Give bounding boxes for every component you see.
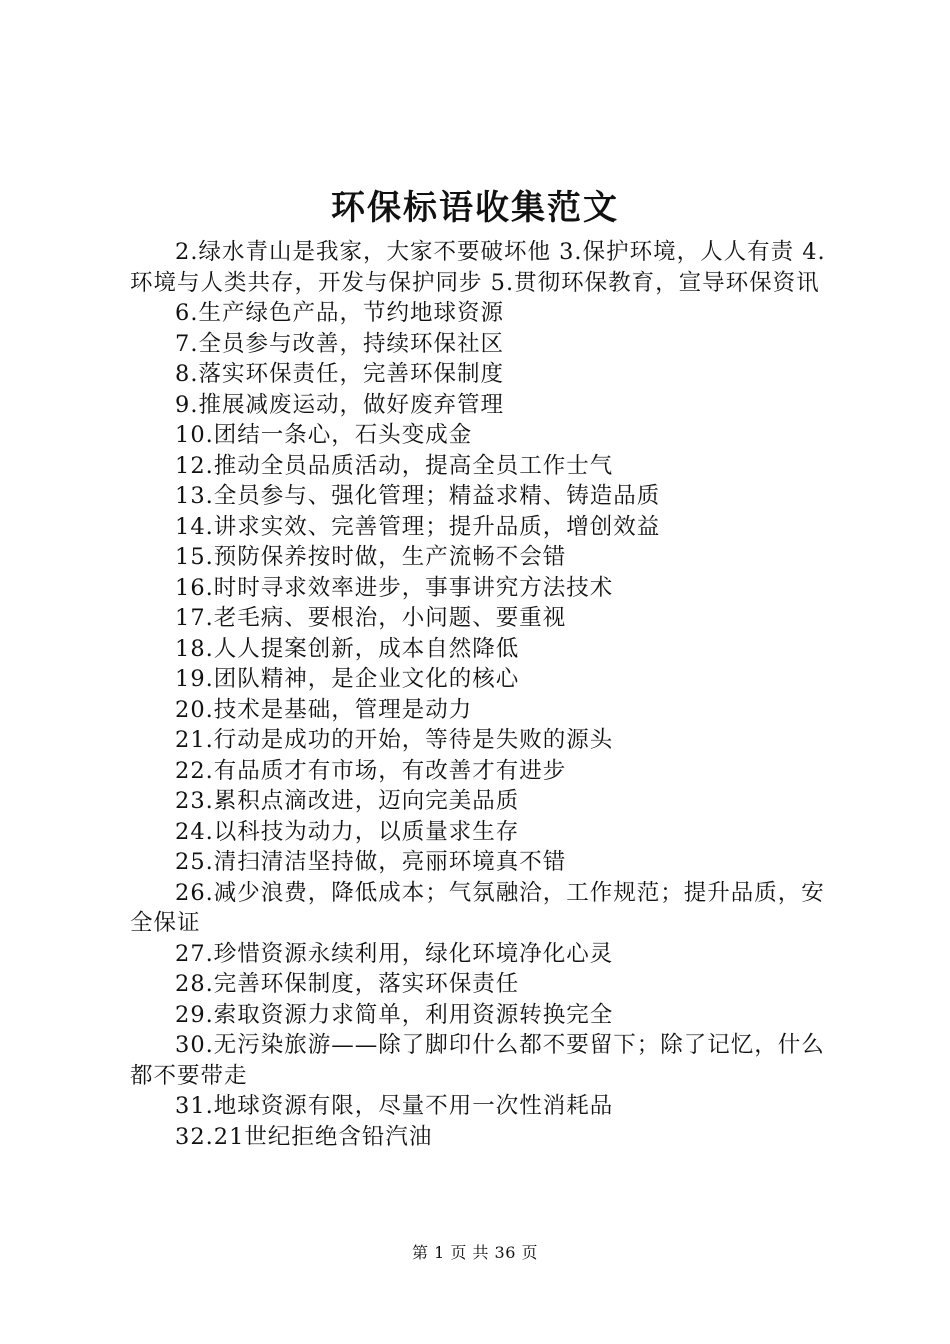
slogan-paragraph: 21.行动是成功的开始，等待是失败的源头: [175, 727, 614, 753]
slogan-paragraph: 25.清扫清洁坚持做，亮丽环境真不错: [175, 849, 567, 875]
slogan-paragraph: 27.珍惜资源永续利用，绿化环境净化心灵: [175, 940, 614, 967]
slogan-paragraph: 17.老毛病、要根治，小问题、要重视: [175, 605, 567, 631]
slogan-paragraph: 28.完善环保制度，落实环保责任: [175, 971, 520, 997]
slogan-paragraph: 24.以科技为动力，以质量求生存: [175, 818, 520, 845]
slogan-paragraph: 16.时时寻求效率进步，事事讲究方法技术: [175, 574, 614, 601]
page-footer: 第 1 页 共 36 页: [412, 1243, 538, 1262]
slogan-paragraph: 7.全员参与改善，持续环保社区: [175, 330, 504, 357]
slogan-paragraph: 12.推动全员品质活动，提高全员工作士气: [175, 452, 614, 479]
document-title: 环保标语收集范文: [331, 188, 619, 228]
slogan-paragraph: 9.推展减废运动，做好废弃管理: [175, 391, 504, 418]
slogan-paragraph: 20.技术是基础，管理是动力: [175, 696, 473, 723]
slogan-paragraph: 29.索取资源力求简单，利用资源转换完全: [175, 1001, 614, 1028]
slogan-paragraph: 31.地球资源有限，尽量不用一次性消耗品: [175, 1093, 614, 1119]
slogan-paragraph: 15.预防保养按时做，生产流畅不会错: [175, 544, 567, 570]
slogan-paragraph: 6.生产绿色产品，节约地球资源: [175, 300, 504, 326]
slogan-paragraph: 13.全员参与、强化管理；精益求精、铸造品质: [175, 483, 661, 509]
slogan-paragraph: 32.21世纪拒绝含铅汽油: [175, 1123, 433, 1150]
slogan-paragraph: 30.无污染旅游——除了脚印什么都不要留下；除了记忆，什么都不要带走: [130, 1032, 825, 1089]
slogan-paragraph: 10.团结一条心，石头变成金: [175, 422, 473, 448]
slogan-paragraph: 14.讲求实效、完善管理；提升品质，增创效益: [175, 513, 661, 540]
slogan-paragraph: 22.有品质才有市场，有改善才有进步: [175, 757, 567, 784]
slogan-paragraph: 8.落实环保责任，完善环保制度: [175, 361, 504, 387]
document-body: [130, 237, 848, 1152]
slogan-paragraph: 23.累积点滴改进，迈向完美品质: [175, 788, 520, 814]
slogan-paragraph: 19.团队精神，是企业文化的核心: [175, 666, 520, 692]
slogan-paragraph: 26.减少浪费，降低成本；气氛融洽，工作规范；提升品质，安全保证: [130, 879, 825, 936]
slogan-paragraph: 18.人人提案创新，成本自然降低: [175, 635, 520, 662]
slogan-paragraph: 2.绿水青山是我家，大家不要破坏他 3.保护环境，人人有责 4.环境与人类共存，开发与保护同步 5.贯彻环保教育，宣导环保资讯: [130, 239, 826, 296]
